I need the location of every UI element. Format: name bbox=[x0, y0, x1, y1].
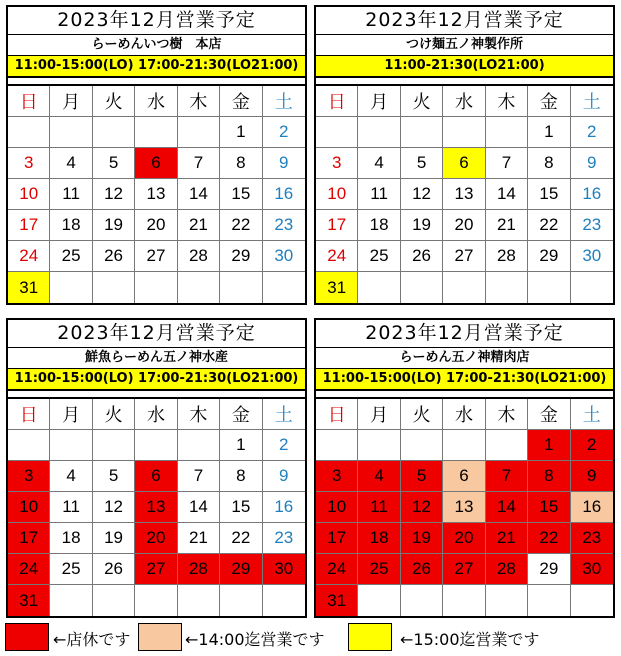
empty-cell bbox=[93, 585, 135, 616]
day-cell: 14 bbox=[486, 179, 528, 210]
day-cell: 3 bbox=[316, 148, 358, 179]
day-cell: 5 bbox=[401, 148, 443, 179]
day-cell: 25 bbox=[358, 241, 400, 272]
empty-cell bbox=[178, 272, 220, 303]
day-cell: 12 bbox=[93, 179, 135, 210]
weekday-header: 金 bbox=[220, 399, 262, 430]
day-cell: 12 bbox=[401, 179, 443, 210]
empty-cell bbox=[401, 272, 443, 303]
day-cell: 15 bbox=[528, 492, 570, 523]
weekday-header: 火 bbox=[93, 86, 135, 117]
business-hours: 11:00-15:00(LO) 17:00-21:30(LO21:00) bbox=[8, 369, 305, 391]
empty-cell bbox=[50, 430, 92, 461]
day-cell: 24 bbox=[316, 554, 358, 585]
business-hours: 11:00-15:00(LO) 17:00-21:30(LO21:00) bbox=[316, 369, 613, 391]
empty-cell bbox=[486, 272, 528, 303]
day-cell: 28 bbox=[486, 554, 528, 585]
day-cell: 6 bbox=[135, 461, 177, 492]
empty-cell bbox=[443, 272, 485, 303]
empty-cell bbox=[50, 272, 92, 303]
day-cell: 12 bbox=[401, 492, 443, 523]
weekday-header: 水 bbox=[443, 86, 485, 117]
day-cell: 20 bbox=[135, 210, 177, 241]
weekday-header: 金 bbox=[528, 399, 570, 430]
day-cell: 24 bbox=[8, 241, 50, 272]
empty-cell bbox=[220, 272, 262, 303]
day-cell: 26 bbox=[93, 554, 135, 585]
day-cell: 13 bbox=[135, 179, 177, 210]
day-cell: 18 bbox=[50, 523, 92, 554]
day-cell: 23 bbox=[263, 210, 305, 241]
legend-until14-label: ←14:00迄営業です bbox=[185, 630, 325, 649]
day-cell: 1 bbox=[528, 117, 570, 148]
business-hours: 11:00-15:00(LO) 17:00-21:30(LO21:00) bbox=[8, 56, 305, 78]
legend bbox=[0, 619, 621, 653]
day-cell: 11 bbox=[358, 179, 400, 210]
empty-cell bbox=[93, 272, 135, 303]
empty-cell bbox=[93, 117, 135, 148]
day-cell: 3 bbox=[8, 148, 50, 179]
day-cell: 23 bbox=[571, 523, 613, 554]
empty-cell bbox=[316, 117, 358, 148]
weekday-header: 日 bbox=[8, 399, 50, 430]
store-name: らーめんいつ樹 本店 bbox=[8, 35, 305, 56]
day-cell: 16 bbox=[571, 492, 613, 523]
day-cell: 17 bbox=[8, 523, 50, 554]
empty-cell bbox=[486, 430, 528, 461]
empty-cell bbox=[50, 585, 92, 616]
day-cell: 14 bbox=[486, 492, 528, 523]
day-cell: 23 bbox=[263, 523, 305, 554]
weekday-header: 土 bbox=[263, 86, 305, 117]
day-cell: 21 bbox=[486, 210, 528, 241]
day-cell: 15 bbox=[220, 492, 262, 523]
day-cell: 18 bbox=[50, 210, 92, 241]
day-cell: 17 bbox=[316, 210, 358, 241]
day-cell: 5 bbox=[93, 461, 135, 492]
calendar-grid bbox=[8, 86, 305, 303]
empty-cell bbox=[178, 585, 220, 616]
day-cell: 1 bbox=[220, 430, 262, 461]
day-cell: 4 bbox=[50, 461, 92, 492]
day-cell: 13 bbox=[443, 179, 485, 210]
day-cell: 19 bbox=[93, 523, 135, 554]
day-cell: 19 bbox=[401, 210, 443, 241]
day-cell: 16 bbox=[263, 179, 305, 210]
day-cell: 21 bbox=[486, 523, 528, 554]
empty-cell bbox=[571, 585, 613, 616]
day-cell: 21 bbox=[178, 210, 220, 241]
legend-until14-swatch bbox=[138, 623, 182, 651]
weekday-header: 木 bbox=[178, 86, 220, 117]
day-cell: 6 bbox=[135, 148, 177, 179]
calendar-panel-4 bbox=[314, 318, 615, 618]
empty-cell bbox=[135, 117, 177, 148]
day-cell: 29 bbox=[220, 554, 262, 585]
weekday-header: 火 bbox=[93, 399, 135, 430]
day-cell: 22 bbox=[528, 210, 570, 241]
panel-title: 2023年12月営業予定 bbox=[316, 7, 613, 35]
weekday-header: 日 bbox=[8, 86, 50, 117]
empty-cell bbox=[401, 585, 443, 616]
day-cell: 14 bbox=[178, 492, 220, 523]
day-cell: 21 bbox=[178, 523, 220, 554]
day-cell: 9 bbox=[571, 148, 613, 179]
legend-closed-swatch bbox=[5, 623, 49, 651]
day-cell: 16 bbox=[263, 492, 305, 523]
day-cell: 28 bbox=[486, 241, 528, 272]
empty-cell bbox=[135, 585, 177, 616]
day-cell: 27 bbox=[443, 241, 485, 272]
day-cell: 2 bbox=[571, 117, 613, 148]
day-cell: 25 bbox=[358, 554, 400, 585]
day-cell: 8 bbox=[220, 461, 262, 492]
day-cell: 13 bbox=[443, 492, 485, 523]
day-cell: 20 bbox=[443, 210, 485, 241]
day-cell: 8 bbox=[528, 148, 570, 179]
day-cell: 24 bbox=[316, 241, 358, 272]
day-cell: 6 bbox=[443, 148, 485, 179]
day-cell: 13 bbox=[135, 492, 177, 523]
empty-cell bbox=[528, 585, 570, 616]
day-cell: 22 bbox=[220, 210, 262, 241]
calendar-grid bbox=[8, 399, 305, 616]
day-cell: 25 bbox=[50, 554, 92, 585]
weekday-header: 木 bbox=[486, 399, 528, 430]
empty-cell bbox=[316, 430, 358, 461]
empty-cell bbox=[135, 430, 177, 461]
day-cell: 22 bbox=[528, 523, 570, 554]
day-cell: 27 bbox=[443, 554, 485, 585]
day-cell: 5 bbox=[401, 461, 443, 492]
legend-until15-swatch bbox=[348, 623, 392, 651]
weekday-header: 土 bbox=[263, 399, 305, 430]
day-cell: 18 bbox=[358, 523, 400, 554]
day-cell: 18 bbox=[358, 210, 400, 241]
day-cell: 9 bbox=[263, 148, 305, 179]
day-cell: 15 bbox=[528, 179, 570, 210]
weekday-header: 火 bbox=[401, 86, 443, 117]
day-cell: 20 bbox=[443, 523, 485, 554]
empty-cell bbox=[178, 430, 220, 461]
empty-cell bbox=[358, 430, 400, 461]
empty-cell bbox=[401, 430, 443, 461]
empty-cell bbox=[178, 117, 220, 148]
day-cell: 31 bbox=[8, 585, 50, 616]
empty-cell bbox=[443, 117, 485, 148]
weekday-header: 日 bbox=[316, 86, 358, 117]
day-cell: 10 bbox=[316, 179, 358, 210]
calendar-panel-1 bbox=[6, 5, 307, 305]
day-cell: 30 bbox=[263, 554, 305, 585]
day-cell: 27 bbox=[135, 241, 177, 272]
empty-cell bbox=[263, 585, 305, 616]
empty-cell bbox=[358, 585, 400, 616]
empty-cell bbox=[528, 272, 570, 303]
weekday-header: 月 bbox=[50, 86, 92, 117]
empty-cell bbox=[401, 117, 443, 148]
empty-cell bbox=[93, 430, 135, 461]
weekday-header: 水 bbox=[135, 399, 177, 430]
legend-closed-label: ←店休です bbox=[53, 630, 131, 649]
empty-cell bbox=[443, 430, 485, 461]
day-cell: 17 bbox=[316, 523, 358, 554]
day-cell: 7 bbox=[178, 461, 220, 492]
day-cell: 28 bbox=[178, 554, 220, 585]
day-cell: 22 bbox=[220, 523, 262, 554]
day-cell: 31 bbox=[316, 585, 358, 616]
panel-spacer bbox=[8, 391, 305, 399]
panel-title: 2023年12月営業予定 bbox=[316, 320, 613, 348]
day-cell: 23 bbox=[571, 210, 613, 241]
day-cell: 4 bbox=[358, 461, 400, 492]
day-cell: 7 bbox=[178, 148, 220, 179]
day-cell: 6 bbox=[443, 461, 485, 492]
day-cell: 10 bbox=[316, 492, 358, 523]
day-cell: 4 bbox=[358, 148, 400, 179]
calendar-panel-2 bbox=[314, 5, 615, 305]
day-cell: 30 bbox=[571, 554, 613, 585]
weekday-header: 火 bbox=[401, 399, 443, 430]
day-cell: 1 bbox=[528, 430, 570, 461]
weekday-header: 月 bbox=[50, 399, 92, 430]
day-cell: 11 bbox=[50, 179, 92, 210]
day-cell: 30 bbox=[571, 241, 613, 272]
day-cell: 7 bbox=[486, 148, 528, 179]
weekday-header: 土 bbox=[571, 399, 613, 430]
day-cell: 8 bbox=[528, 461, 570, 492]
day-cell: 12 bbox=[93, 492, 135, 523]
weekday-header: 水 bbox=[443, 399, 485, 430]
day-cell: 2 bbox=[263, 430, 305, 461]
day-cell: 25 bbox=[50, 241, 92, 272]
day-cell: 16 bbox=[571, 179, 613, 210]
day-cell: 28 bbox=[178, 241, 220, 272]
day-cell: 17 bbox=[8, 210, 50, 241]
empty-cell bbox=[8, 117, 50, 148]
day-cell: 11 bbox=[358, 492, 400, 523]
empty-cell bbox=[8, 430, 50, 461]
day-cell: 14 bbox=[178, 179, 220, 210]
day-cell: 9 bbox=[263, 461, 305, 492]
day-cell: 4 bbox=[50, 148, 92, 179]
empty-cell bbox=[443, 585, 485, 616]
store-name: らーめん五ノ神精肉店 bbox=[316, 348, 613, 369]
business-hours: 11:00-21:30(LO21:00) bbox=[316, 56, 613, 78]
panel-spacer bbox=[316, 391, 613, 399]
day-cell: 19 bbox=[401, 523, 443, 554]
day-cell: 10 bbox=[8, 179, 50, 210]
empty-cell bbox=[220, 585, 262, 616]
empty-cell bbox=[358, 117, 400, 148]
day-cell: 26 bbox=[93, 241, 135, 272]
day-cell: 2 bbox=[571, 430, 613, 461]
panel-title: 2023年12月営業予定 bbox=[8, 320, 305, 348]
day-cell: 2 bbox=[263, 117, 305, 148]
store-name: 鮮魚らーめん五ノ神水産 bbox=[8, 348, 305, 369]
day-cell: 29 bbox=[528, 241, 570, 272]
day-cell: 29 bbox=[528, 554, 570, 585]
day-cell: 7 bbox=[486, 461, 528, 492]
empty-cell bbox=[135, 272, 177, 303]
day-cell: 11 bbox=[50, 492, 92, 523]
legend-until15-label: ←15:00迄営業です bbox=[400, 630, 540, 649]
day-cell: 10 bbox=[8, 492, 50, 523]
day-cell: 1 bbox=[220, 117, 262, 148]
empty-cell bbox=[486, 585, 528, 616]
weekday-header: 金 bbox=[220, 86, 262, 117]
day-cell: 5 bbox=[93, 148, 135, 179]
day-cell: 24 bbox=[8, 554, 50, 585]
weekday-header: 月 bbox=[358, 86, 400, 117]
day-cell: 27 bbox=[135, 554, 177, 585]
weekday-header: 木 bbox=[178, 399, 220, 430]
empty-cell bbox=[50, 117, 92, 148]
day-cell: 31 bbox=[8, 272, 50, 303]
weekday-header: 金 bbox=[528, 86, 570, 117]
day-cell: 15 bbox=[220, 179, 262, 210]
weekday-header: 日 bbox=[316, 399, 358, 430]
store-name: つけ麺五ノ神製作所 bbox=[316, 35, 613, 56]
panel-title: 2023年12月営業予定 bbox=[8, 7, 305, 35]
weekday-header: 月 bbox=[358, 399, 400, 430]
day-cell: 19 bbox=[93, 210, 135, 241]
calendar-grid bbox=[316, 86, 613, 303]
day-cell: 26 bbox=[401, 241, 443, 272]
day-cell: 26 bbox=[401, 554, 443, 585]
empty-cell bbox=[486, 117, 528, 148]
day-cell: 3 bbox=[8, 461, 50, 492]
empty-cell bbox=[571, 272, 613, 303]
day-cell: 29 bbox=[220, 241, 262, 272]
empty-cell bbox=[263, 272, 305, 303]
day-cell: 31 bbox=[316, 272, 358, 303]
weekday-header: 水 bbox=[135, 86, 177, 117]
calendar-panel-3 bbox=[6, 318, 307, 618]
empty-cell bbox=[358, 272, 400, 303]
day-cell: 8 bbox=[220, 148, 262, 179]
weekday-header: 木 bbox=[486, 86, 528, 117]
day-cell: 3 bbox=[316, 461, 358, 492]
day-cell: 20 bbox=[135, 523, 177, 554]
day-cell: 30 bbox=[263, 241, 305, 272]
panel-spacer bbox=[316, 78, 613, 86]
panel-spacer bbox=[8, 78, 305, 86]
weekday-header: 土 bbox=[571, 86, 613, 117]
calendar-grid bbox=[316, 399, 613, 616]
day-cell: 9 bbox=[571, 461, 613, 492]
